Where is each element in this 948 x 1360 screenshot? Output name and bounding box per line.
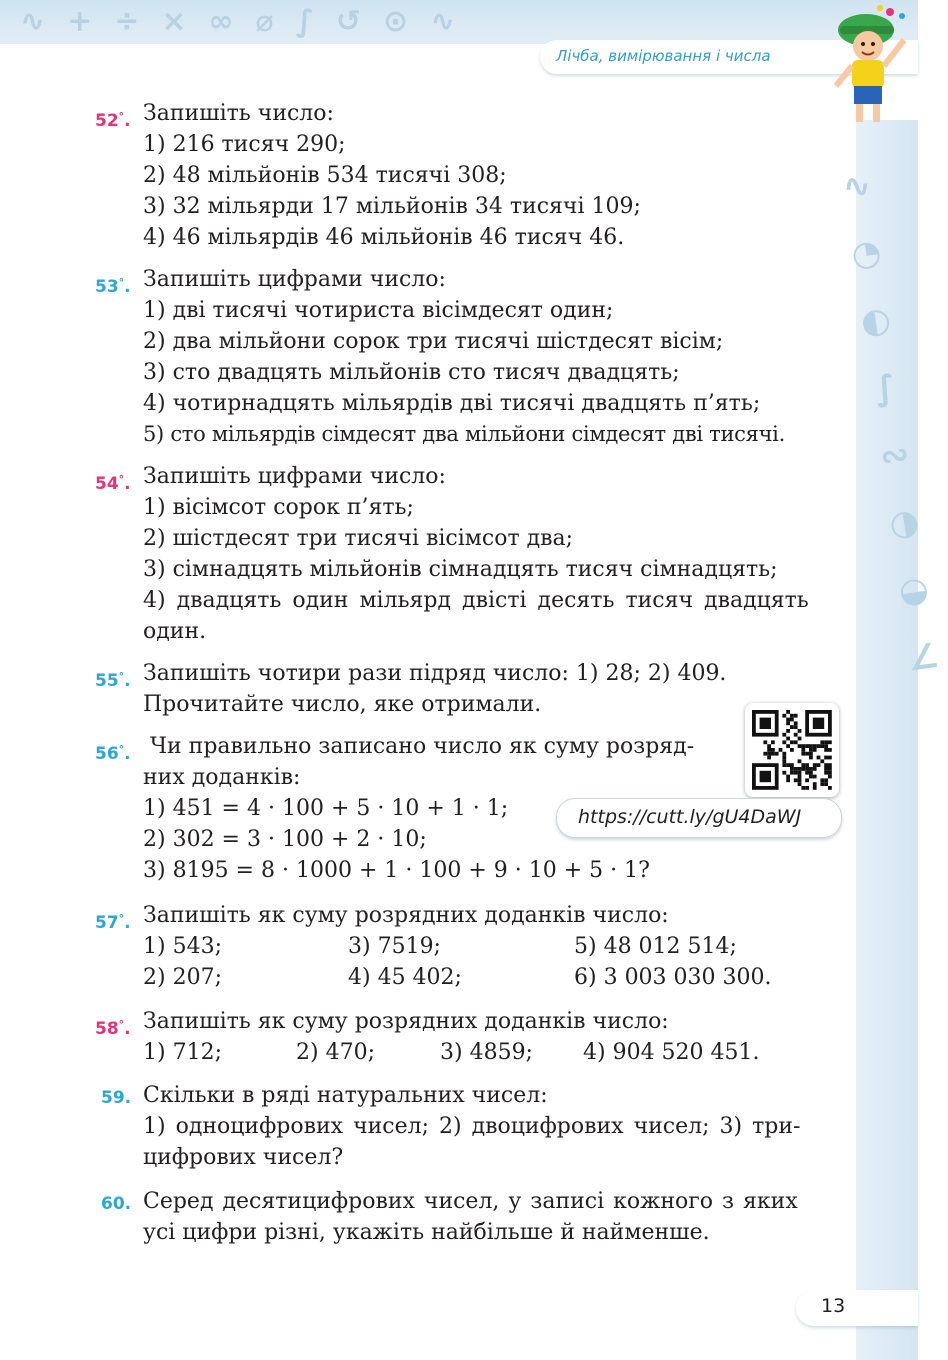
problem-text: Скільки в ряді натуральних чисел:	[143, 1083, 548, 1108]
problem-number: 58°.	[95, 1018, 131, 1039]
problem-item: 2) 207;	[143, 965, 222, 990]
problem-item: 1) 712;	[143, 1040, 222, 1065]
section-title: Лічба, вимірювання і числа	[556, 47, 771, 65]
qr-code[interactable]	[745, 703, 839, 797]
page-number: 13	[821, 1295, 846, 1317]
problem-text: Запишіть як суму розрядних доданків число:	[143, 1009, 669, 1034]
problem-number: 59.	[101, 1088, 132, 1108]
problem-text: 2) шістдесят три тисячі вісімсот два;	[143, 526, 574, 551]
problem-text: 5) сто мільярдів сімдесят два мільйони сімдесят дві тисячі.	[143, 422, 785, 446]
problem-text: Чи правильно записано число як суму розряд-	[143, 734, 695, 759]
problem-item: 3) 7519;	[348, 934, 441, 959]
problem-text: 2) два мільйони сорок три тисячі шістдесят вісім;	[143, 329, 724, 354]
problem-item: 6) 3 003 030 300.	[574, 965, 772, 990]
problem-number: 56°.	[95, 743, 131, 764]
problem-text: один.	[143, 619, 207, 644]
problem-text: Запишіть цифрами число:	[143, 267, 446, 292]
problem-item: 4) 904 520 451.	[583, 1040, 760, 1065]
problem-item: 2) 470;	[296, 1040, 375, 1065]
problem-item: 1) 543;	[143, 934, 222, 959]
problem-text: них доданків:	[143, 765, 301, 790]
side-decoration-band	[839, 120, 941, 1360]
problem-text: Серед десятицифрових чисел, у записі кожного з яких	[143, 1189, 798, 1214]
problem-number: 52°.	[95, 110, 131, 131]
problem-text: 2) 302 = 3 · 100 + 2 · 10;	[143, 827, 427, 852]
problem-number: 57°.	[95, 912, 131, 933]
problem-text: Запишіть цифрами число:	[143, 464, 446, 489]
problem-item: 5) 48 012 514;	[574, 934, 737, 959]
problem-text: 4) двадцять один мільярд двісті десять тисяч двадцять	[143, 588, 809, 613]
problem-text: 1) дві тисячі чотириста вісімдесят один;	[143, 298, 614, 323]
decorative-digits: ∿+÷×∞⌀∫↺⊙∿	[20, 4, 478, 39]
decorative-side-digits: ∿ ◔ ◐ ∫ ∾ ◑ ◒ ∠	[839, 164, 941, 680]
problem-text: 1) вісімсот сорок п’ять;	[143, 495, 414, 520]
qr-link-url[interactable]: https://cutt.ly/gU4DaWJ	[578, 806, 802, 828]
problem-number: 53°.	[95, 276, 131, 297]
problem-text: 4) чотирнадцять мільярдів дві тисячі двадцять п’ять;	[143, 391, 761, 416]
problem-text: 3) сімнадцять мільйонів сімнадцять тисяч сімнадцять;	[143, 557, 778, 582]
qr-code-icon	[745, 703, 839, 797]
problem-text: усі цифри різні, укажіть найбільше й найменше.	[143, 1220, 710, 1245]
problem-text: Запишіть число:	[143, 101, 334, 126]
problem-text: Запишіть як суму розрядних доданків число:	[143, 903, 669, 928]
problem-text: Запишіть чотири рази підряд число: 1) 28; 2) 409.	[143, 661, 727, 686]
problem-text: 4) 46 мільярдів 46 мільйонів 46 тисяч 46.	[143, 225, 625, 250]
problem-item: 4) 45 402;	[348, 965, 462, 990]
mascot-boy-illustration	[820, 0, 918, 128]
problem-text: 2) 48 мільйонів 534 тисячі 308;	[143, 163, 507, 188]
problem-text: 3) сто двадцять мільйонів сто тисяч двадцять;	[143, 360, 680, 385]
problem-text: 1) одноцифрових чисел; 2) двоцифрових чисел; 3) три-	[143, 1114, 801, 1139]
header-band	[0, 0, 918, 44]
problem-text: 3) 8195 = 8 · 1000 + 1 · 100 + 9 · 10 + 5 · 1?	[143, 858, 650, 883]
page-number-tab	[796, 1290, 918, 1326]
problem-text: 1) 451 = 4 · 100 + 5 · 10 + 1 · 1;	[143, 796, 509, 821]
problem-number: 54°.	[95, 473, 131, 494]
problem-text: цифрових чисел?	[143, 1145, 344, 1170]
problem-item: 3) 4859;	[440, 1040, 533, 1065]
problem-text: 1) 216 тисяч 290;	[143, 132, 346, 157]
problem-number: 60.	[101, 1194, 132, 1214]
problem-text: Прочитайте число, яке отримали.	[143, 692, 542, 717]
problem-text: 3) 32 мільярди 17 мільйонів 34 тисячі 109;	[143, 194, 641, 219]
problem-number: 55°.	[95, 670, 131, 691]
